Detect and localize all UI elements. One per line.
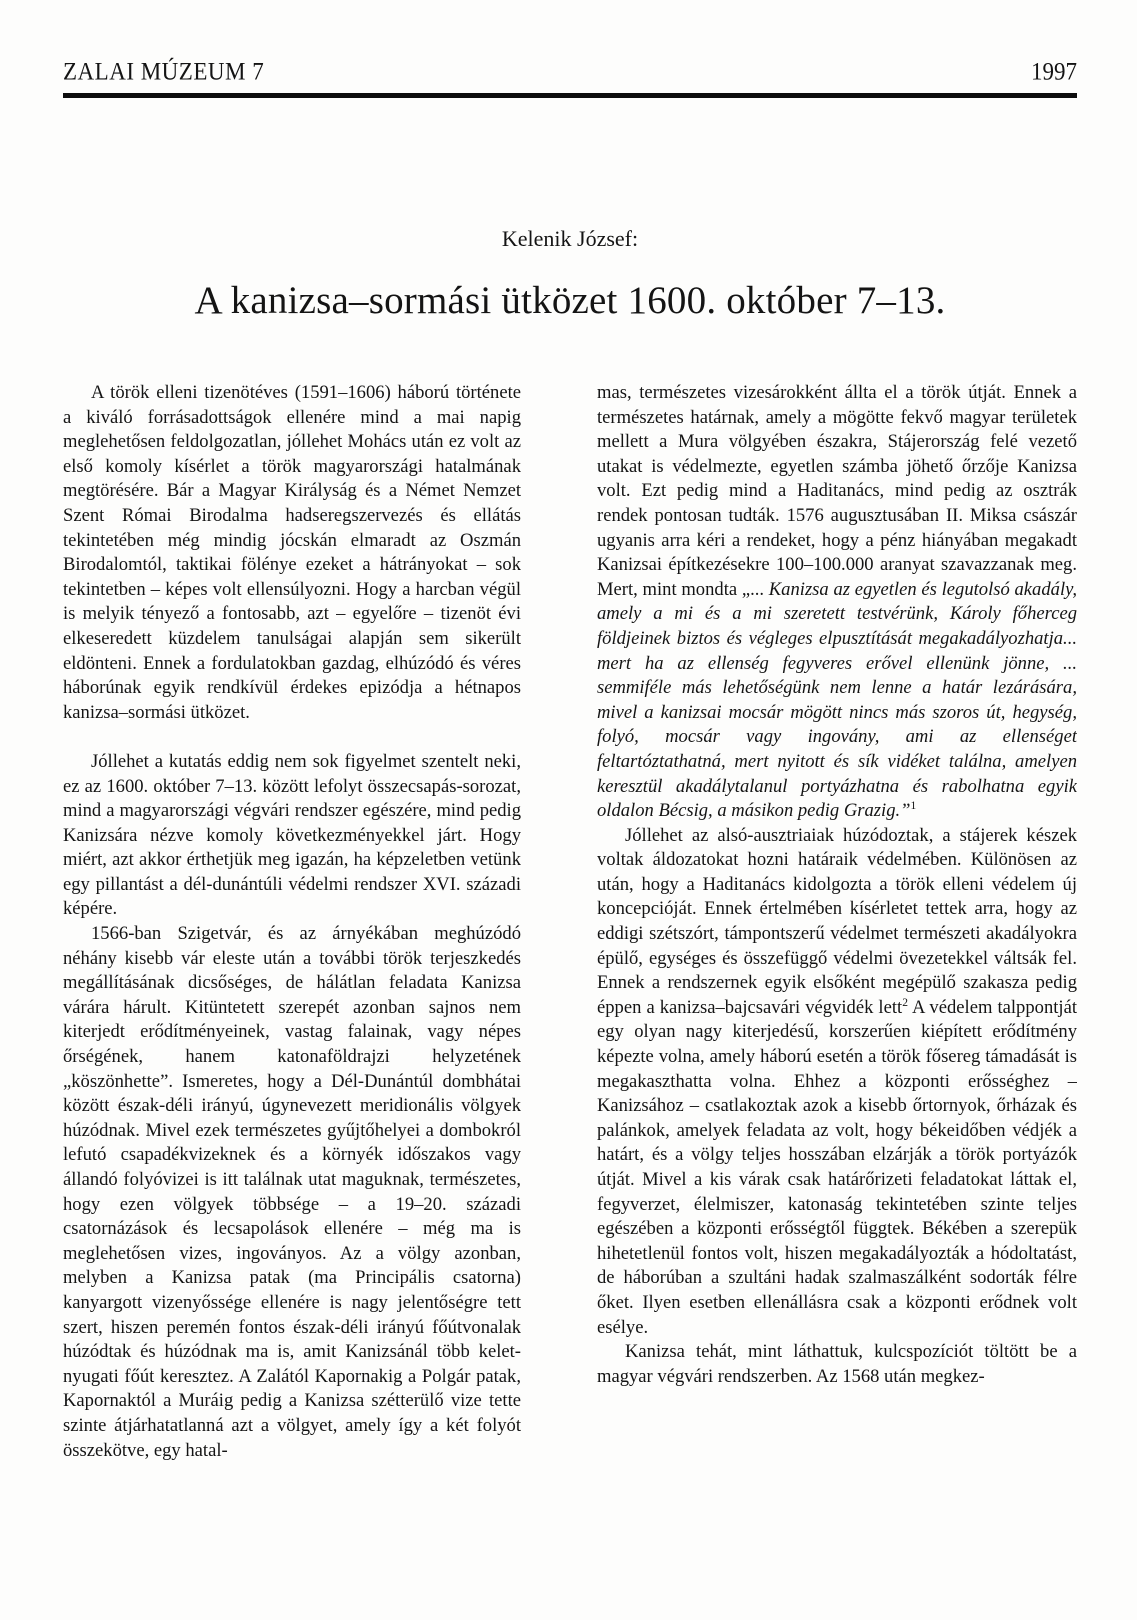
journal-title: ZALAI MÚZEUM 7 bbox=[63, 57, 265, 85]
article-author: Kelenik József: bbox=[501, 226, 639, 251]
right-column bbox=[597, 381, 1077, 1511]
page-year: 1997 bbox=[1031, 57, 1077, 85]
paragraph-text: Jóllehet az alsó-ausztriaiak húzódoztak, a stájerek készek voltak áldozatokat hozni határaik védelmében. Különösen az után, hogy a Haditanács kidolgozta a török elleni védelem új koncepcióját. Ennek értelmében kísérletet tettek arra, hogy az eddigi szétszórt, támpontszerű védelmet természeti akadályokra épülő, egységes és összefüggő védelmi övezetekkel váltsák fel. Ennek a rendszernek egyik elsőként megépülő szakasza pedig éppen a kanizsa–bajcsavári végvidék lett bbox=[597, 824, 1077, 1018]
right-paragraph-3: Kanizsa tehát, mint láthattuk, kulcspozíciót töltött be a magyar végvári rendszerben. Az 1568 után megkez- bbox=[597, 1341, 1077, 1387]
right-paragraph-2 bbox=[597, 824, 1077, 1340]
miksa-quote-italic: Kanizsa az egyetlen és legutolsó akadály, amely a mi és a mi szeretett testvérünk, Károly főherceg földjeinek biztos és végleges elpusztítását megakadályozhatja... mert ha az ellenség fegyveres erővel ellenünk jönne, ... semmiféle más lehetőségünk nem lenne a határ lezárására, mivel a kanizsai mocsár mögött nincs más szoros út, hegység, folyó, mocsár vagy ingovány, ami az ellenséget feltartóztathatná, mert nyitott és sík vidéket találna, amelyen keresztül akadálytalanul portyázhatna és rabolhatna egyik oldalon Bécsig, a másikon pedig Grazig.” bbox=[597, 578, 1077, 822]
paragraph-text: A védelem talppontját egy olyan nagy kiterjedésű, korszerűen kiépített erődítmény képezte volna, amely háború esetén a török fősereg támadását is megakaszthatta volna. Ehhez a központi erősséghez – Kanizsához – csatlakoztak azok a kisebb őrtornyok, őrházak és palánkok, amelyek feladata az volt, hogy békeidőben védjék a határt, és a völgy teljes hosszában elzárják a török portyázók útját. Mivel a kis várak csak határőrizeti feladatokat láttak el, fegyverzet, élelmiszer, katonaság tekintetében szinte teljes egészében a központi erősségtől függtek. Békében a szerepük hihetetlenül fontos volt, hiszen megakadályozták a hódoltatást, de háborúban a szultáni hadak szalmaszálként sodorták félre őket. Ilyen esetben ellenállásra csak a központi erődnek volt esélye. bbox=[597, 996, 1077, 1338]
article-title: A kanizsa–sormási ütközet 1600. október 7–13. bbox=[194, 279, 946, 322]
page-header bbox=[63, 0, 1077, 98]
left-paragraph-3: 1566-ban Szigetvár, és az árnyékában meghúzódó néhány kisebb vár eleste után a további török terjeszkedés megállításának dicsőséges, de hálátlan feladata Kanizsa várára hárult. Kitüntetett szerepét azonban sajnos nem kiterjedt erődítményeinek, vastag falainak, vagy népes őrségének, hanem katonaföldrajzi helyzetének „köszönhette”. Ismeretes, hogy a Dél-Dunántúl dombhátai között észak-déli irányú, úgynevezett meridionális völgyek húzódnak. Mivel ezek természetes gyűjtőhelyei a dombokról lefutó csapadékvizeknek és a környék időszakos vagy állandó folyóvizei is itt találnak utat maguknak, természetes, hogy ezen völgyek többsége – a 19–20. századi csatornázások és lecsapolások ellenére – még ma is meglehetősen vizes, ingoványos. Az a völgy azonban, melyben a Kanizsa patak (ma Principális csatorna) kanyargott vizenyőssége ellenére is nagy jelentőségre tett szert, hiszen peremén fontos észak-déli irányú főútvonalak húzódtak és húzódnak ma is, amit Kanizsánál több kelet-nyugati főút keresztez. A Zalától Kapornakig a Polgár patak, Kapornaktól a Muráig pedig a Kanizsa szétterülő vize tette szinte átjárhatatlanná azt a völgyet, amely így a két folyót összekötve, egy hatal- bbox=[63, 923, 521, 1461]
footnote-ref-1: 1 bbox=[910, 799, 917, 812]
left-paragraph-1: A török elleni tizenötéves (1591–1606) háború története a kiváló forrásadottságok ellenére mind a mai napig meglehetősen feldolgozatlan, jóllehet Mohács után ez volt az első komoly kísérlet a török magyarországi hatalmának megtörésére. Bár a Magyar Királyság és a Német Nemzet Szent Római Birodalma hadseregszervezés és ellátás tekintetében még mindig jócskán elmaradt az Oszmán Birodalomtól, taktikai fölénye ezeket a hátrányokat – sok tekintetben – képes volt ellensúlyozni. Hogy a harcban végül is melyik tényező a fontosabb, azt – egyelőre – tizenöt évi elkeseredett küzdelem tanulságai alapján sem sikerült eldönteni. Ennek a fordulatokban gazdag, elhúzódó és véres háborúnak egyik rendkívül érdekes epizódja a hétnapos kanizsa–sormási ütközet. bbox=[63, 382, 521, 723]
footnote-ref-2: 2 bbox=[902, 996, 908, 1009]
right-paragraph-1 bbox=[597, 381, 1077, 824]
paragraph-text: mas, természetes vizesárokként állta el a török útját. Ennek a természetes határnak, amely a mögötte fekvő magyar területek mellett a Mura völgyében északra, Stájerország felé vezető utakat is védelmezte, egyetlen számba jöhető őrzője Kanizsa volt. Ezt pedig mind a Haditanács, mind pedig az osztrák rendek pontosan tudták. 1576 augusztusában II. Miksa császár ugyanis arra kéri a rendeket, hogy a pénz hiányában megakadt Kanizsai építkezésekre 100–100.000 aranyat szavazzanak meg. Mert, mint mondta „... bbox=[597, 382, 1077, 600]
left-paragraph-2: Jóllehet a kutatás eddig nem sok figyelmet szentelt neki, ez az 1600. október 7–13. között lefolyt összecsapás-sorozat, mind a magyarországi végvári rendszer egészére, mind pedig Kanizsára nézve komoly következményekkel járt. Hogy miért, azt akkor érthetjük meg igazán, ha képzeletben vetünk egy pillantást a dél-dunántúli védelmi rendszer XVI. századi képére. bbox=[63, 750, 521, 920]
left-column bbox=[63, 381, 521, 1511]
article-body bbox=[63, 381, 1077, 1511]
